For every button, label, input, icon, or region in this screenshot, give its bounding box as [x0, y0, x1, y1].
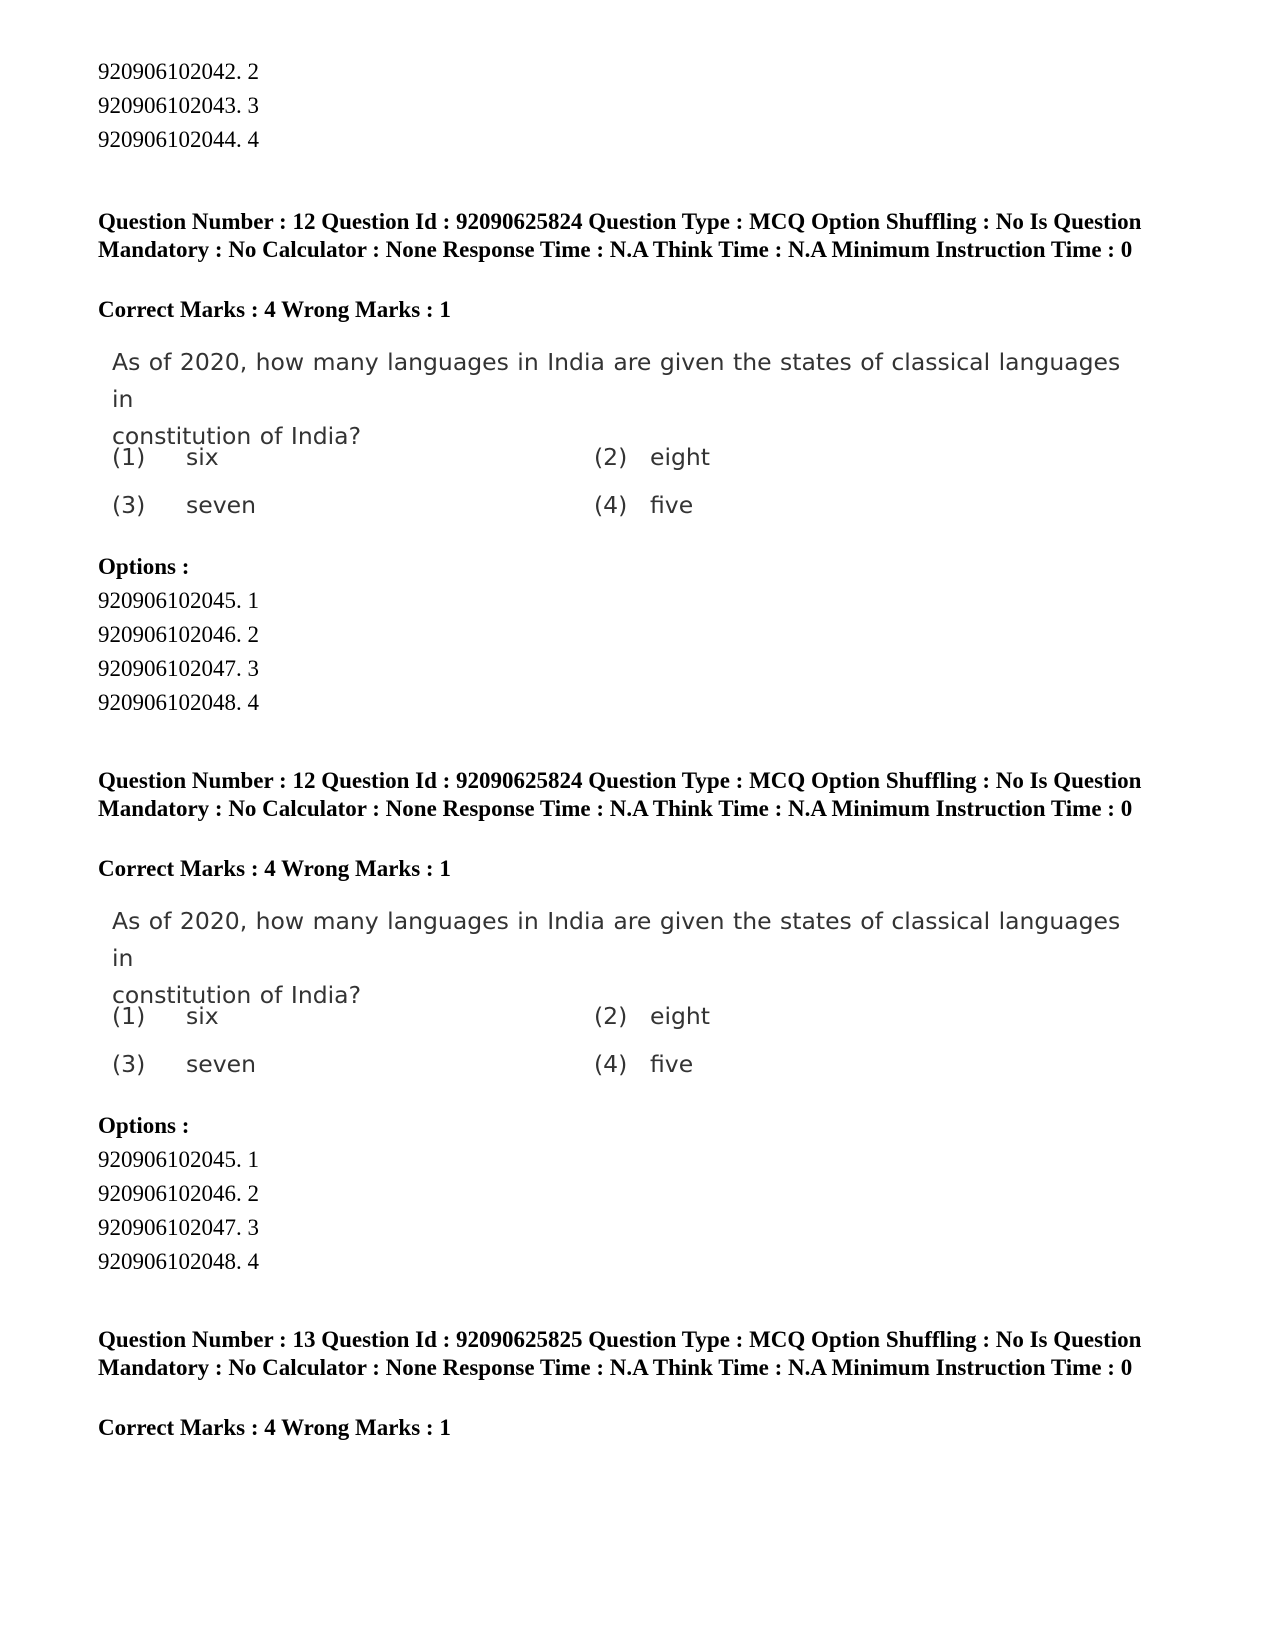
option-id-line: 920906102047. 3: [98, 1215, 259, 1240]
choice-text: six: [186, 1002, 219, 1030]
marks-line: Correct Marks : 4 Wrong Marks : 1: [98, 856, 451, 881]
option-id-line: 920906102046. 2: [98, 1181, 259, 1206]
option-id-line: 920906102048. 4: [98, 1249, 259, 1274]
option-id-line: 920906102045. 1: [98, 588, 259, 613]
options-label: Options :: [98, 554, 190, 579]
answer-choice-3: [112, 491, 256, 519]
answer-choice-1: [112, 1002, 219, 1030]
choice-number: (3): [112, 491, 146, 519]
answer-choice-2: [594, 443, 710, 471]
question-text: [112, 344, 1122, 455]
question-text-line-2: constitution of India?: [112, 981, 362, 1009]
question-header: Question Number : 12 Question Id : 92090625824 Question Type : MCQ Option Shuffling : No Is Question Mandatory : No Calculator : None Response Time : N.A Think Time : N.A Minimum Instruction Time : 0: [98, 768, 1142, 821]
choice-number: (2): [594, 443, 628, 471]
question-text-line-1: As of 2020, how many languages in India are given the states of classical languages in: [112, 348, 1121, 413]
choice-text: five: [650, 1050, 694, 1078]
marks-line: Correct Marks : 4 Wrong Marks : 1: [98, 1415, 451, 1440]
answer-choice-1: [112, 443, 219, 471]
option-id-line: 920906102042. 2: [98, 59, 259, 84]
choice-text: eight: [650, 443, 711, 471]
choice-number: (4): [594, 491, 628, 519]
choice-text: eight: [650, 1002, 711, 1030]
options-label: Options :: [98, 1113, 190, 1138]
question-header: Question Number : 12 Question Id : 92090625824 Question Type : MCQ Option Shuffling : No Is Question Mandatory : No Calculator : None Response Time : N.A Think Time : N.A Minimum Instruction Time : 0: [98, 209, 1142, 262]
question-text-line-1: As of 2020, how many languages in India are given the states of classical languages in: [112, 907, 1121, 972]
option-id-line: 920906102046. 2: [98, 622, 259, 647]
marks-line: Correct Marks : 4 Wrong Marks : 1: [98, 297, 451, 322]
option-id-line: 920906102048. 4: [98, 690, 259, 715]
question-header: Question Number : 13 Question Id : 92090625825 Question Type : MCQ Option Shuffling : No Is Question Mandatory : No Calculator : None Response Time : N.A Think Time : N.A Minimum Instruction Time : 0: [98, 1327, 1142, 1380]
option-id-line: 920906102043. 3: [98, 93, 259, 118]
answer-choice-4: [594, 1050, 693, 1078]
answer-choice-4: [594, 491, 693, 519]
choice-text: seven: [186, 1050, 256, 1078]
option-id-line: 920906102044. 4: [98, 127, 259, 152]
answer-choice-3: [112, 1050, 256, 1078]
choice-number: (1): [112, 443, 146, 471]
choice-text: six: [186, 443, 219, 471]
choice-number: (2): [594, 1002, 628, 1030]
option-id-line: 920906102047. 3: [98, 656, 259, 681]
option-id-line: 920906102045. 1: [98, 1147, 259, 1172]
choice-number: (3): [112, 1050, 146, 1078]
choice-text: five: [650, 491, 694, 519]
choice-number: (1): [112, 1002, 146, 1030]
question-text-line-2: constitution of India?: [112, 422, 362, 450]
choice-number: (4): [594, 1050, 628, 1078]
question-text: [112, 903, 1122, 1014]
choice-text: seven: [186, 491, 256, 519]
answer-choice-2: [594, 1002, 710, 1030]
